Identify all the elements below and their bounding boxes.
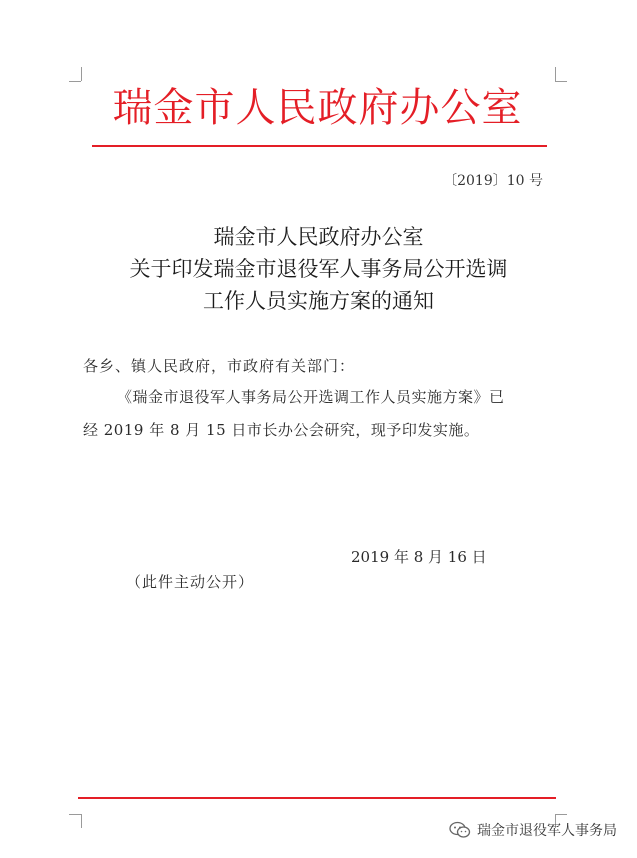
- body-paragraph-line-1: 《瑞金市退役军人事务局公开选调工作人员实施方案》已: [117, 388, 505, 406]
- wechat-icon: [449, 821, 471, 839]
- issuer-header: 瑞金市人民政府办公室: [112, 85, 523, 131]
- account-watermark: [449, 820, 617, 840]
- crop-mark: [555, 67, 556, 81]
- document-title-line-2: 关于印发瑞金市退役军人事务局公开选调: [129, 257, 508, 281]
- crop-mark: [81, 814, 82, 828]
- header-red-line: [92, 145, 547, 147]
- crop-mark: [69, 814, 81, 815]
- document-title-line-3: 工作人员实施方案的通知: [203, 289, 434, 313]
- publication-note: （此件主动公开）: [126, 573, 255, 591]
- addressee: 各乡、镇人民政府，市政府有关部门：: [83, 357, 356, 375]
- body-paragraph-line-2: 经 2019 年 8 月 15 日市长办公会研究，现予印发实施。: [83, 421, 480, 439]
- crop-mark: [555, 814, 567, 815]
- document-number: 〔2019〕10 号: [443, 173, 543, 189]
- issue-date: 2019 年 8 月 16 日: [351, 548, 487, 566]
- document-title-line-1: 瑞金市人民政府办公室: [213, 225, 424, 249]
- watermark-text: 瑞金市退役军人事务局: [477, 823, 617, 839]
- footer-red-line: [78, 797, 556, 799]
- crop-mark: [81, 67, 82, 81]
